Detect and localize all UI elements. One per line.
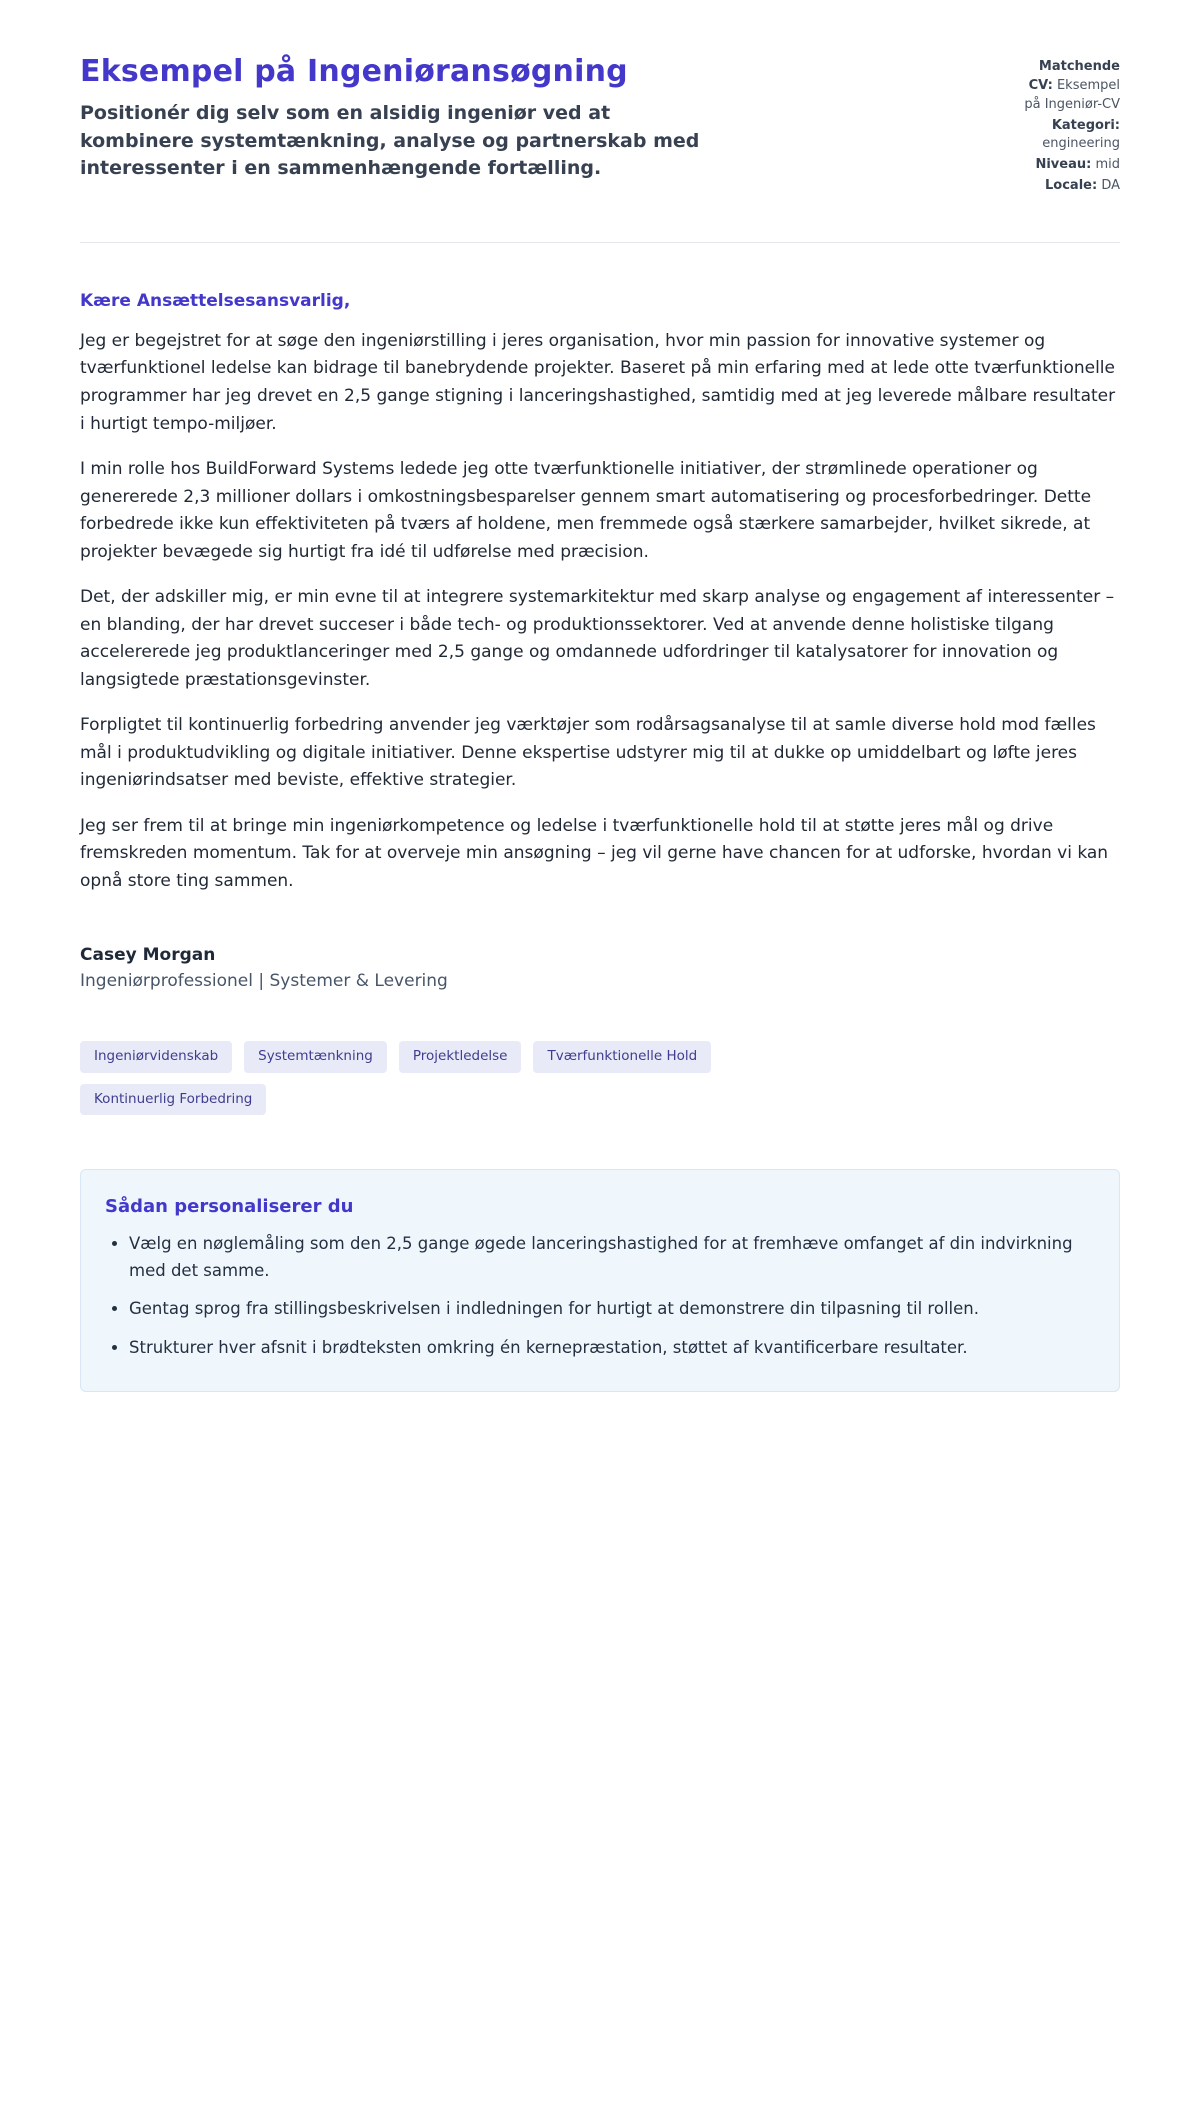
meta-value: engineering [1042,136,1120,152]
meta-item-matching-cv [1012,58,1120,115]
page-subtitle: Positionér dig selv som en alsidig ingeniør ved at kombinere systemtænkning, analyse og partnerskab med interessenter i en sammenhængende fortælling. [80,102,700,180]
tip-item: • Vælg en nøglemåling som den 2,5 gange øgede lanceringshastighed for at fremhæve omfanget af din indvirkning med det samme. [129,1231,1091,1284]
body-paragraph: Jeg ser frem til at bringe min ingeniørkompetence og ledelse i tværfunktionelle hold til at støtte jeres mål og drive fremskreden momentum. Tak for at overveje min ansøgning – jeg vil gerne have chancen for at udforske, hvordan vi kan opnå store ting sammen. [80,815,1109,891]
meta-label: Kategori: [1051,117,1120,133]
signature-block [80,945,1120,991]
tag-chip: Systemtænkning [244,1041,387,1073]
signature-name: Casey Morgan [80,945,216,966]
personalization-tips-panel [80,1169,1120,1392]
signature-title: Ingeniørprofessionel | Systemer & Levering [80,971,448,992]
cover-letter-body [80,291,1120,992]
header [80,54,1120,198]
tag-chip: Projektledelse [399,1041,522,1073]
header-left [80,54,720,183]
meta-label: Locale: [1045,178,1098,194]
tips-title: Sådan personaliserer du [105,1196,354,1218]
tag-chip: Tværfunktionelle Hold [533,1041,711,1073]
tag-chip: Ingeniørvidenskab [80,1041,232,1073]
greeting: Kære Ansættelsesansvarlig, [80,290,351,311]
tips-list [105,1231,1091,1361]
content-container [80,0,1120,1392]
body-paragraph: Forpligtet til kontinuerlig forbedring anvender jeg værktøjer som rodårsagsanalyse til at samle diverse hold mod fælles mål i produktudvikling og digitale initiativer. Denne ekspertise udstyrer mig til at dukke op umiddelbart og løfte jeres ingeniørindsatser med beviste, effektive strategier. [80,715,1096,791]
meta-item-locale [1012,177,1120,196]
divider [80,242,1120,243]
page-title: Eksempel på Ingeniøransøgning [80,54,628,89]
tip-item: • Gentag sprog fra stillingsbeskrivelsen i indledningen for hurtigt at demonstrere din tilpasning til rollen. [129,1296,1091,1322]
meta-value: Eksempel på Ingeniør-CV [1024,77,1120,112]
meta-label: Matchende CV: [1028,59,1120,93]
meta-label: Niveau: [1035,157,1092,173]
tag-chip: Kontinuerlig Forbedring [80,1084,266,1116]
meta-item-category [1012,117,1120,155]
body-paragraph: Det, der adskiller mig, er min evne til at integrere systemarkitektur med skarp analyse og engagement af interessenter – en blanding, der har drevet succeser i både tech- og produktionssektorer. Ved at anvende denne holistiske tilgang accelererede jeg produktlanceringer med 2,5 gange og omdannede udfordringer til katalysatorer for innovation og langsigtede præstationsgevinster. [80,587,1115,690]
meta-item-level [1012,156,1120,175]
meta-value: DA [1101,178,1120,194]
meta-value: mid [1095,157,1120,173]
tip-item: • Strukturer hver afsnit i brødteksten omkring én kernepræstation, støttet af kvantificerbare resultater. [129,1335,1091,1361]
body-paragraph: I min rolle hos BuildForward Systems ledede jeg otte tværfunktionelle initiativer, der strømlinede operationer og genererede 2,3 millioner dollars i omkostningsbesparelser gennem smart automatisering og procesforbedringer. Dette forbedrede ikke kun effektiviteten på tværs af holdene, men fremmede også stærkere samarbejder, hvilket sikrede, at projekter bevægede sig hurtigt fra idé til udførelse med præcision. [80,459,1092,562]
tag-list [80,1041,800,1115]
body-paragraph: Jeg er begejstret for at søge den ingeniørstilling i jeres organisation, hvor min passion for innovative systemer og tværfunktionel ledelse kan bidrage til banebrydende projekter. Baseret på min erfaring med at lede otte tværfunktionelle programmer har jeg drevet en 2,5 gange stigning i lanceringshastighed, samtidig med at jeg leverede målbare resultater i hurtigt tempo-miljøer. [80,330,1116,434]
meta-block [1012,54,1120,198]
